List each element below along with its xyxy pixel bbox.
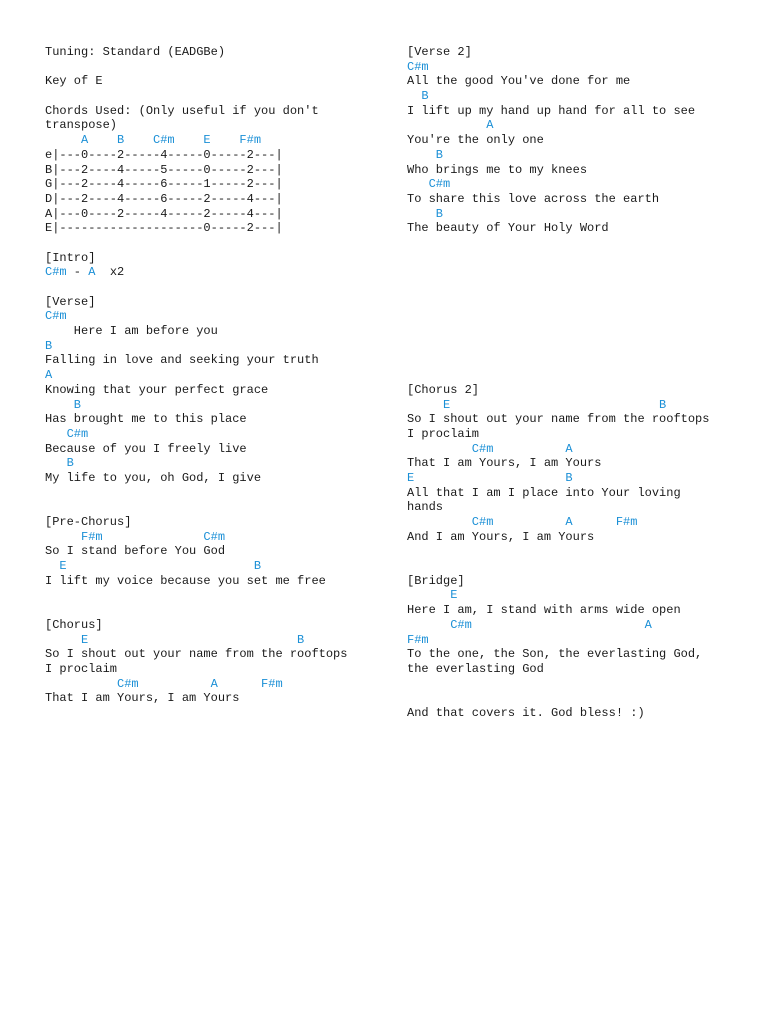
chord-line: C#m A — [407, 441, 573, 456]
chord-line: B — [45, 338, 53, 353]
section-header-intro: [Intro] — [45, 250, 96, 265]
section-header-verse: [Verse] — [45, 294, 96, 309]
lyric-line: So I shout out your name from the rooftops — [45, 647, 348, 662]
chord-line: C#m — [45, 426, 89, 441]
chord-line: E — [407, 588, 458, 603]
blank-line — [407, 280, 747, 295]
tab-string-line: A|---0----2-----4-----2-----4---| — [45, 206, 283, 221]
blank-line — [45, 89, 395, 104]
lyric-line: Chords Used: (Only useful if you don't — [45, 103, 319, 118]
lyric-line: I proclaim — [45, 661, 118, 676]
blank-line — [407, 339, 747, 354]
lyric-line: Falling in love and seeking your truth — [45, 353, 319, 368]
chord-line: A — [45, 368, 53, 383]
progression-text: x2 — [95, 265, 125, 280]
chord-line: E B — [45, 632, 305, 647]
lyric-line: To the one, the Son, the everlasting God, — [407, 647, 703, 662]
chord-symbol: A — [88, 265, 96, 280]
blank-line — [407, 368, 747, 383]
blank-line — [407, 265, 747, 280]
blank-line — [407, 309, 747, 324]
right-column — [407, 45, 747, 721]
lyric-line: Here I am before you — [45, 324, 218, 339]
chord-line: E B — [407, 470, 573, 485]
chord-line: B — [407, 206, 444, 221]
lyric-line: So I stand before You God — [45, 544, 226, 559]
lyric-line: Has brought me to this place — [45, 412, 247, 427]
chord-line: C#m A — [407, 617, 652, 632]
lyric-line: And I am Yours, I am Yours — [407, 529, 595, 544]
blank-line — [407, 559, 747, 574]
chord-progression-line — [45, 265, 395, 280]
chord-line: C#m — [45, 309, 67, 324]
lyric-line: So I shout out your name from the rooftops — [407, 412, 710, 427]
tab-string-line: B|---2----4-----5-----0-----2---| — [45, 162, 283, 177]
blank-line — [407, 544, 747, 559]
chord-line: C#m — [407, 59, 429, 74]
lyric-line: All the good You've done for me — [407, 74, 631, 89]
chord-line: C#m — [407, 177, 451, 192]
chord-line: A — [407, 118, 494, 133]
chord-line: B — [407, 89, 429, 104]
chord-line: B — [45, 456, 74, 471]
blank-line — [407, 295, 747, 310]
section-header-chorus: [Chorus] — [45, 617, 103, 632]
left-column — [45, 45, 395, 706]
blank-line — [45, 500, 395, 515]
lyric-line: That I am Yours, I am Yours — [45, 691, 240, 706]
chord-line: E B — [45, 559, 262, 574]
lyric-line: And that covers it. God bless! :) — [407, 705, 645, 720]
lyric-line: Tuning: Standard (EADGBe) — [45, 45, 226, 59]
lyric-line: Knowing that your perfect grace — [45, 382, 269, 397]
tab-string-line: D|---2----4-----6-----2-----4---| — [45, 191, 283, 206]
lyric-line: Key of E — [45, 74, 103, 89]
lyric-line: You're the only one — [407, 133, 544, 148]
lyric-line: I proclaim — [407, 426, 480, 441]
lyric-line: My life to you, oh God, I give — [45, 470, 262, 485]
section-header-pre-chorus: [Pre-Chorus] — [45, 515, 132, 529]
blank-line — [45, 236, 395, 251]
chord-line: C#m A F#m — [45, 676, 283, 691]
tab-string-line: E|--------------------0-----2---| — [45, 221, 283, 236]
lyric-line: I lift my voice because you set me free — [45, 573, 326, 588]
lyric-line: Here I am, I stand with arms wide open — [407, 603, 681, 618]
chord-symbol: C#m — [45, 265, 67, 280]
section-header-bridge: [Bridge] — [407, 573, 465, 588]
lyric-line: transpose) — [45, 118, 118, 133]
chord-line: B — [45, 397, 82, 412]
chord-line: F#m C#m — [45, 529, 226, 544]
section-header-verse-2: [Verse 2] — [407, 45, 472, 59]
blank-line — [407, 691, 747, 706]
blank-line — [407, 677, 747, 692]
lyric-line: All that I am I place into Your loving — [407, 485, 681, 500]
blank-line — [45, 588, 395, 603]
lyric-line: That I am Yours, I am Yours — [407, 456, 602, 471]
lyric-line: The beauty of Your Holy Word — [407, 221, 609, 236]
chord-line: F#m — [407, 632, 429, 647]
chord-line: C#m A F#m — [407, 515, 638, 529]
blank-line — [407, 324, 747, 339]
blank-line — [407, 236, 747, 251]
blank-line — [407, 353, 747, 368]
blank-line — [45, 486, 395, 501]
lyric-line: To share this love across the earth — [407, 191, 660, 206]
progression-text: - — [66, 265, 89, 280]
blank-line — [45, 60, 395, 75]
blank-line — [45, 280, 395, 295]
tab-string-line: e|---0----2-----4-----0-----2---| — [45, 147, 283, 162]
tab-string-line: G|---2----4-----6-----1-----2---| — [45, 177, 283, 192]
section-header-chorus-2: [Chorus 2] — [407, 382, 480, 397]
blank-line — [45, 603, 395, 618]
chord-line: B — [407, 147, 444, 162]
blank-line — [407, 251, 747, 266]
lyric-line: I lift up my hand up hand for all to see — [407, 103, 696, 118]
lyric-line: Because of you I freely live — [45, 441, 247, 456]
chord-line: E B — [407, 397, 667, 412]
chord-line: A B C#m E F#m — [45, 133, 262, 148]
lyric-line: hands — [407, 500, 444, 515]
lyric-line: the everlasting God — [407, 661, 544, 676]
lyric-line: Who brings me to my knees — [407, 162, 588, 177]
